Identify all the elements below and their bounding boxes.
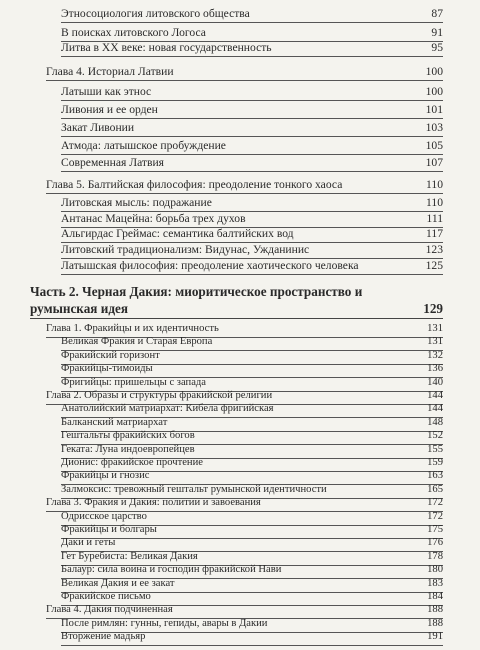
toc-entry-title: Литовская мысль: подражание [61, 196, 212, 209]
toc-entry-page: 107 [425, 156, 443, 169]
toc-entry-page: 172 [427, 510, 443, 522]
toc-entry-page: 91 [431, 26, 443, 39]
toc-part [0, 281, 480, 323]
toc-entry-title: Латышская философия: преодоление хаотического человека [61, 259, 359, 272]
toc-entry-title: Антанас Мацейна: борьба трех духов [61, 212, 246, 225]
toc-entry-page: 87 [431, 7, 443, 20]
toc-entry [0, 100, 480, 119]
toc-entry-page: 176 [427, 537, 443, 549]
toc-chapter [0, 175, 480, 194]
toc-entry-title: Фракийцы-тимоиды [61, 363, 153, 375]
chapter-title: Дакия подчиненная [84, 604, 173, 616]
toc-entry-title: Великая Дакия и ее закат [61, 577, 175, 589]
chapter-title: Балтийская философия: преодоление тонкого хаоса [87, 178, 343, 191]
chapter-title: Историал Латвии [87, 65, 174, 78]
toc-entry-title: После римлян: гунны, гепиды, авары в Дакии [61, 617, 268, 629]
toc-entry-title: Фракийцы и гнозис [61, 470, 150, 482]
chapter-page: 131 [427, 323, 443, 334]
toc-entry-rule [61, 645, 443, 646]
chapter-page: 144 [427, 390, 443, 401]
toc-entry-page: 95 [431, 41, 443, 54]
toc-entry-rule [61, 171, 443, 172]
toc-entry-page: 101 [425, 103, 443, 116]
toc-entry-page: 191 [427, 631, 443, 643]
toc-entry-title: Атмода: латышское пробуждение [61, 139, 226, 152]
toc-entry-title: Фракийцы и болгары [61, 524, 157, 535]
toc-entry-title: Балаур: сила воина и господин фракийской Нави [61, 564, 282, 576]
toc-entry-page: 159 [427, 457, 443, 468]
toc-entry [0, 153, 480, 172]
toc-entry-title: Анатолийский матриархат: Кибела фригийская [61, 403, 274, 415]
toc-entry-title: Балканский матриархат [61, 416, 168, 428]
toc-entry-rule [46, 80, 443, 81]
chapter-page: 188 [427, 604, 443, 616]
toc-entry-page: 111 [426, 212, 443, 225]
toc-entry-title: Даки и геты [61, 537, 116, 549]
toc-entry-title: Альгирдас Греймас: семантика балтийских вод [61, 227, 294, 240]
toc-entry-page: 123 [425, 243, 443, 256]
toc-entry-page: 165 [427, 483, 443, 495]
chapter-title: Фракийцы и их идентичность [84, 323, 219, 334]
chapter-page: 172 [427, 497, 443, 509]
toc-entry-title: Литовский традиционализм: Видунас, Ужданинис [61, 243, 310, 256]
toc-entry-page: 136 [427, 363, 443, 375]
toc-entry-title: В поисках литовского Логоса [61, 26, 206, 39]
toc-entry-title: Фригийцы: пришельцы с запада [61, 376, 207, 388]
toc-entry-title: Одрисское царство [61, 510, 147, 522]
toc-entry-page: 105 [425, 139, 443, 152]
toc-entry-page: 188 [427, 617, 443, 629]
chapter-label: Глава 4. [46, 604, 82, 616]
toc-entry-title: Этносоциология литовского общества [61, 7, 250, 20]
toc-entry-title: Фракийское письмо [61, 591, 151, 602]
chapter-label: Глава 5. [46, 178, 85, 191]
toc-entry-page: 178 [427, 550, 443, 562]
chapter-label: Глава 2. [46, 390, 82, 401]
toc-entry-page: 103 [425, 121, 443, 134]
chapter-label: Глава 1. [46, 323, 82, 334]
part-rule [30, 318, 443, 319]
toc-entry-title: Залмоксис: тревожный гештальт румынской идентичности [61, 483, 327, 495]
toc-entry [0, 256, 480, 275]
toc-entry-page: 180 [427, 564, 443, 576]
toc-entry-page: 110 [426, 196, 443, 209]
toc-entry [0, 4, 480, 23]
chapter-label: Глава 3. [46, 497, 82, 509]
toc-entry-title: Фракийский горизонт [61, 349, 160, 361]
part-page: 129 [423, 301, 443, 316]
part-title: Часть 2. Черная Дакия: миоритическое пространство и румынская идея [30, 284, 363, 316]
toc-entry-page: 117 [426, 227, 443, 240]
toc-entry-page: 175 [427, 524, 443, 535]
toc-entry-page: 140 [427, 376, 443, 388]
toc-entry-page: 184 [427, 591, 443, 602]
toc-entry-title: Современная Латвия [61, 156, 165, 169]
toc-entry-page: 144 [427, 403, 443, 415]
toc-entry [0, 38, 480, 57]
toc-entry-page: 183 [427, 577, 443, 589]
toc-entry-rule [61, 56, 443, 57]
toc-entry-title: Литва в XX веке: новая государственность [61, 41, 272, 54]
toc-chapter [0, 62, 480, 81]
toc-entry [0, 82, 480, 101]
toc-entry-page: 148 [427, 416, 443, 428]
toc-entry-title: Закат Ливонии [61, 121, 135, 134]
toc-entry-page: 155 [427, 443, 443, 455]
toc-entry-title: Латыши как этнос [61, 85, 152, 98]
toc-entry-rule [61, 274, 443, 275]
toc-entry-page: 152 [427, 430, 443, 442]
toc-entry [0, 118, 480, 137]
chapter-label: Глава 4. [46, 65, 85, 78]
toc-entry-title: Ливония и ее орден [61, 103, 158, 116]
toc-entry-page: 100 [425, 85, 443, 98]
toc-entry [0, 633, 480, 646]
toc-entry-page: 132 [427, 349, 443, 361]
chapter-title: Фракия и Дакия: политии и завоевания [84, 497, 261, 509]
toc-entry-title: Великая Фракия и Старая Европа [61, 336, 213, 348]
toc-entry-title: Вторжение мадьяр [61, 631, 146, 643]
chapter-page: 110 [426, 178, 443, 191]
chapter-page: 100 [425, 65, 443, 78]
toc-entry-page: 125 [425, 259, 443, 272]
toc-entry-title: Гештальты фракийских богов [61, 430, 195, 442]
chapter-title: Образы и структуры фракийской религии [84, 390, 273, 401]
toc-entry-title: Гет Буребиста: Великая Дакия [61, 550, 198, 562]
toc-entry-title: Геката: Луна индоевропейцев [61, 443, 195, 455]
toc-entry-page: 131 [427, 336, 443, 348]
toc-entry-page: 163 [427, 470, 443, 482]
toc-entry-title: Дионис: фракийское прочтение [61, 457, 203, 468]
